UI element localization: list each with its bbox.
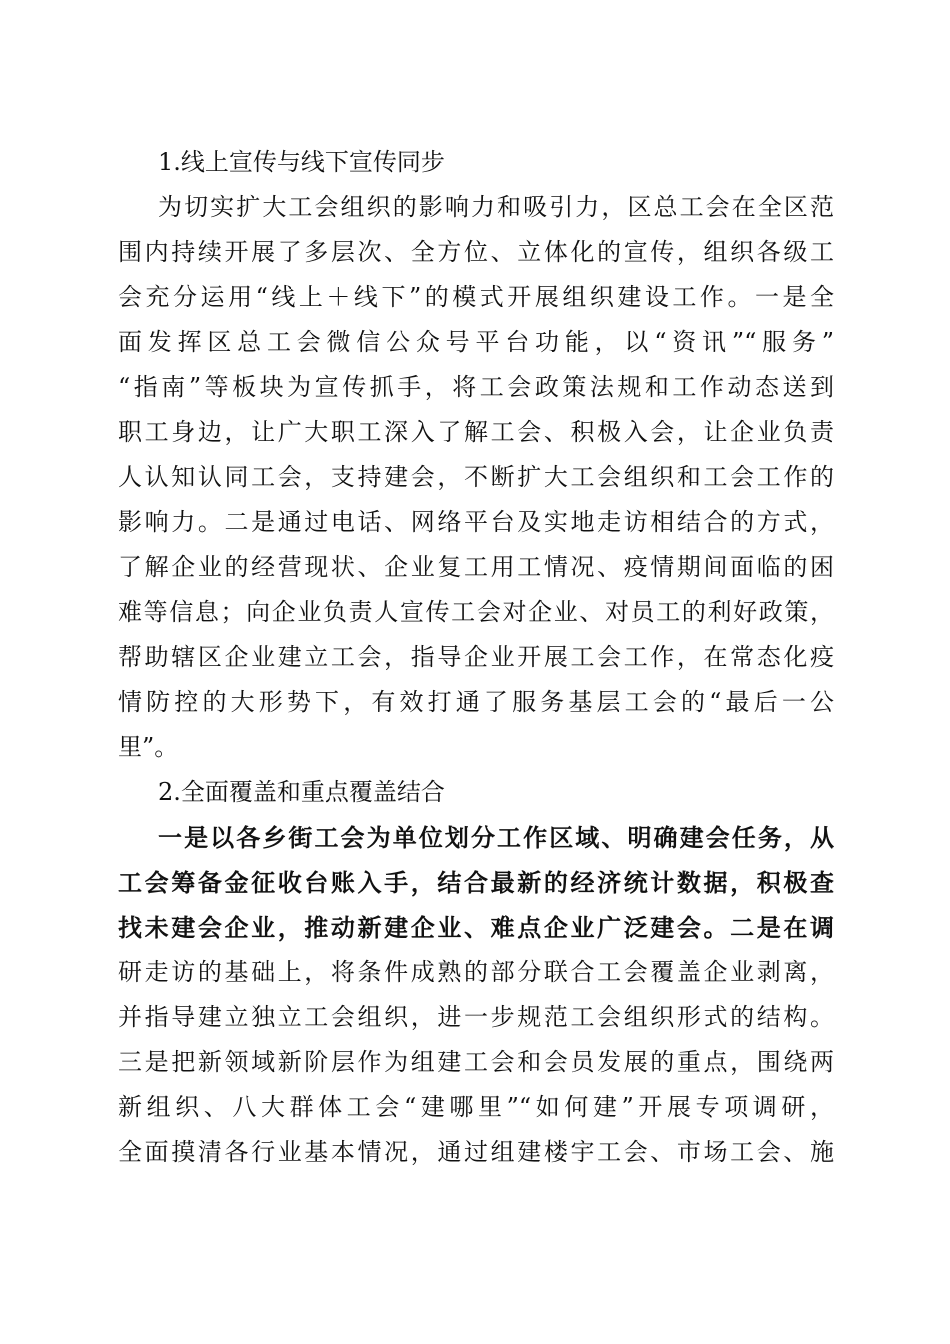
paragraph-line: 难等信息；向企业负责人宣传工会对企业、对员工的利好政策， xyxy=(118,598,834,626)
paragraph-line: 情防控的大形势下，有效打通了服务基层工会的“最后一公 xyxy=(118,688,834,716)
paragraph-line: 围内持续开展了多层次、全方位、立体化的宣传，组织各级工 xyxy=(118,238,834,266)
paragraph-line: 里”。 xyxy=(118,733,179,761)
paragraph-line: “指南”等板块为宣传抓手，将工会政策法规和工作动态送到 xyxy=(118,373,834,401)
section-heading-1: 1.线上宣传与线下宣传同步 xyxy=(158,148,445,176)
paragraph-line: 帮助辖区企业建立工会，指导企业开展工会工作，在常态化疫 xyxy=(118,643,834,671)
paragraph-line: 找未建会企业，推动新建企业、难点企业广泛建会。二是在调 xyxy=(118,913,834,942)
paragraph-line: 工会筹备金征收台账入手，结合最新的经济统计数据，积极查 xyxy=(118,868,834,897)
section-heading-2: 2.全面覆盖和重点覆盖结合 xyxy=(158,778,445,806)
paragraph-line: 为切实扩大工会组织的影响力和吸引力，区总工会在全区范 xyxy=(158,193,834,221)
paragraph-line: 研走访的基础上，将条件成熟的部分联合工会覆盖企业剥离， xyxy=(118,958,834,986)
paragraph-line: 三是把新领域新阶层作为组建工会和会员发展的重点，围绕两 xyxy=(118,1048,834,1076)
paragraph-line: 全面摸清各行业基本情况，通过组建楼宇工会、市场工会、施 xyxy=(118,1138,834,1166)
paragraph-line: 会充分运用“线上＋线下”的模式开展组织建设工作。一是全 xyxy=(118,283,834,311)
paragraph-line: 并指导建立独立工会组织，进一步规范工会组织形式的结构。 xyxy=(118,1003,834,1031)
paragraph-line: 人认知认同工会，支持建会，不断扩大工会组织和工会工作的 xyxy=(118,463,834,491)
paragraph-line: 一是以各乡街工会为单位划分工作区域、明确建会任务，从 xyxy=(158,823,834,852)
paragraph-2 xyxy=(118,815,834,1175)
paragraph-line: 职工身边，让广大职工深入了解工会、积极入会，让企业负责 xyxy=(118,418,834,446)
paragraph-line: 面发挥区总工会微信公众号平台功能，以“资讯”“服务” xyxy=(118,328,834,356)
paragraph-1 xyxy=(118,185,834,770)
paragraph-line: 了解企业的经营现状、企业复工用工情况、疫情期间面临的困 xyxy=(118,553,834,581)
paragraph-line: 影响力。二是通过电话、网络平台及实地走访相结合的方式， xyxy=(118,508,834,536)
paragraph-line: 新组织、八大群体工会“建哪里”“如何建”开展专项调研， xyxy=(118,1093,834,1121)
document-body xyxy=(118,140,834,1175)
